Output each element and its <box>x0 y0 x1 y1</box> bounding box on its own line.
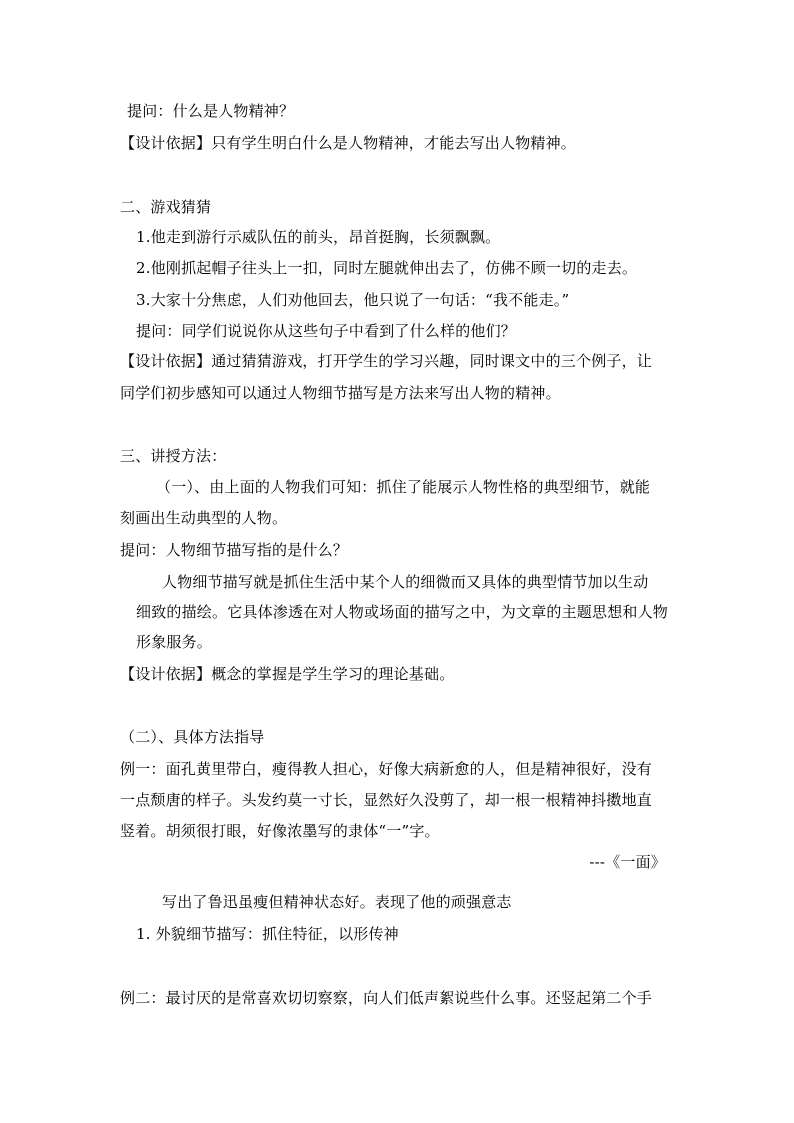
guess-item-2: 2.他刚抓起帽子往头上一扣，同时左腿就伸出去了，仿佛不顾一切的走去。 <box>136 259 638 277</box>
example-1-line-1: 例一：面孔黄里带白，瘦得教人担心，好像大病新愈的人，但是精神很好，没有 <box>120 760 653 778</box>
subsection-1-line-2: 刻画出生动典型的人物。 <box>120 509 288 527</box>
example-2-line-1: 例二：最讨厌的是常喜欢切切察察，向人们低声絮说些什么事。还竖起第二个手 <box>120 989 653 1007</box>
question-students: 提问：同学们说说你从这些句子中看到了什么样的他们？ <box>136 322 517 340</box>
example-1-analysis: 写出了鲁迅虽瘦但精神状态好。表现了他的顽强意志 <box>162 893 512 911</box>
design-basis-2-line-2: 同学们初步感知可以通过人物细节描写是方法来写出人物的精神。 <box>120 384 561 402</box>
method-1-appearance: 1. 外貌细节描写：抓住特征，以形传神 <box>136 925 399 943</box>
example-1-source: ---《一面》 <box>589 853 666 871</box>
subsection-1-line-1: （一）、由上面的人物我们可知：抓住了能展示人物性格的典型细节，就能 <box>156 478 651 496</box>
guess-item-1: 1.他走到游行示威队伍的前头，昂首挺胸，长须飘飘。 <box>136 228 501 246</box>
design-basis-2-line-1: 【设计依据】通过猜猜游戏，打开学生的学习兴趣，同时课文中的三个例子，让 <box>120 352 653 370</box>
definition-line-1: 人物细节描写就是抓住生活中某个人的细微而又具体的典型情节加以生动 <box>162 573 649 591</box>
definition-line-2: 细致的描绘。它具体渗透在对人物或场面的描写之中，为文章的主题思想和人物 <box>136 603 669 621</box>
subsection-2-heading: （二）、具体方法指导 <box>120 728 265 746</box>
section-heading-2: 二、游戏猜猜 <box>120 198 212 216</box>
design-basis-3: 【设计依据】概念的掌握是学生学习的理论基础。 <box>120 665 455 683</box>
section-heading-3: 三、讲授方法： <box>120 447 227 465</box>
design-basis-1: 【设计依据】只有学生明白什么是人物精神，才能去写出人物精神。 <box>120 134 577 152</box>
example-1-line-2: 一点颓唐的样子。头发约莫一寸长，显然好久没剪了，却一根一根精神抖擞地直 <box>120 791 653 809</box>
question-what-is-spirit: 提问：什么是人物精神？ <box>127 102 295 120</box>
example-1-line-3: 竖着。胡须很打眼，好像浓墨写的隶体“一”字。 <box>120 822 440 840</box>
guess-item-3: 3.大家十分焦虑，人们劝他回去，他只说了一句话：“我不能走。” <box>136 291 570 309</box>
definition-line-3: 形象服务。 <box>136 633 213 651</box>
question-detail-description: 提问：人物细节描写指的是什么？ <box>120 541 349 559</box>
